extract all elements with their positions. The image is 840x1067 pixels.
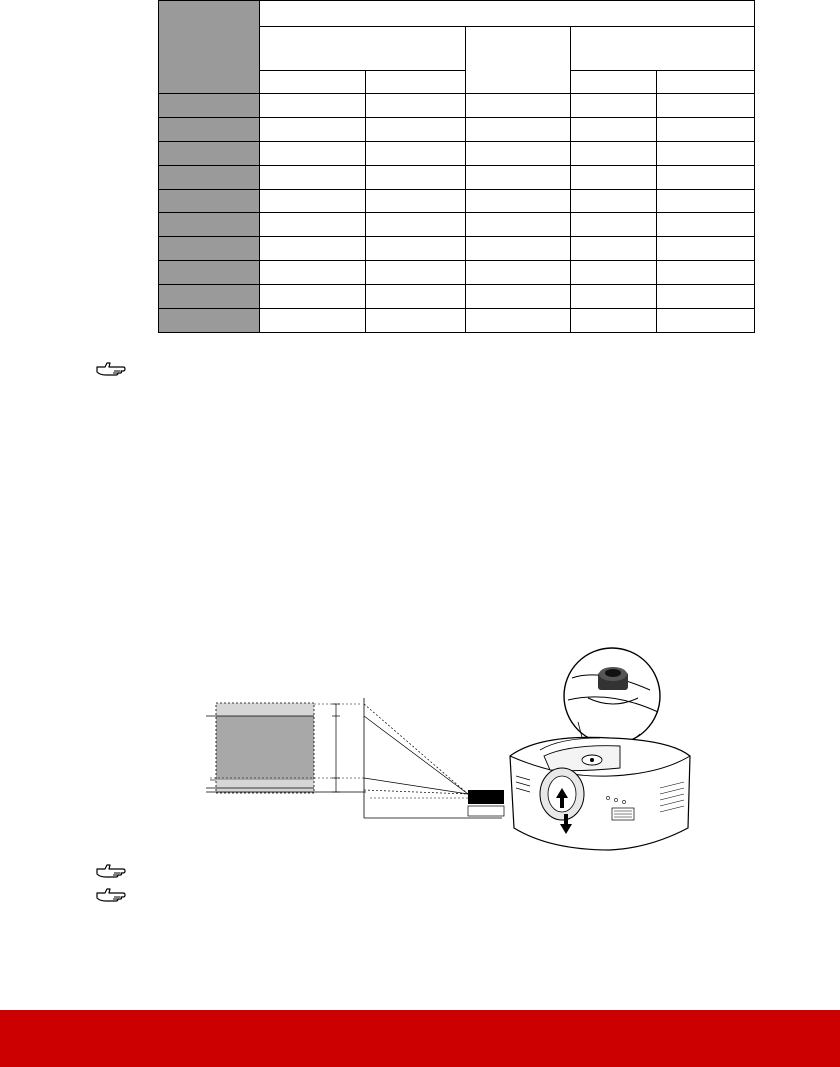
table-cell [260,94,366,118]
hand-note-icon [96,862,126,878]
table-row-header [159,117,260,141]
table-cell [571,309,657,333]
table-cell [260,141,366,165]
table-row-header [159,165,260,189]
table-subgroup-header [466,27,571,94]
table-cell [366,141,466,165]
projector-lens-shift-illustration [500,638,700,854]
table-cell [366,237,466,261]
table-cell [466,141,571,165]
table-row [159,285,755,309]
table-row [159,117,755,141]
table-cell [260,165,366,189]
table-cell [260,261,366,285]
table-row [159,237,755,261]
table-corner-cell [159,1,260,94]
table-cell [571,261,657,285]
table-cell [260,237,366,261]
table-row-header [159,141,260,165]
table-cell [366,94,466,118]
table-cell [571,237,657,261]
table-row [159,261,755,285]
table-cell [260,285,366,309]
table-cell [657,189,755,213]
table-cell [366,285,466,309]
table-header-row [159,1,755,27]
table-cell [366,117,466,141]
table-column-header [260,71,366,94]
table-group-header [260,1,755,27]
projection-spec-table [158,0,755,333]
table-cell [260,309,366,333]
table-cell [466,285,571,309]
projected-image [216,716,314,780]
table-cell [657,237,755,261]
projection-diagram [200,690,510,820]
table-subgroup-header [571,27,755,71]
table-row [159,165,755,189]
table-row-header [159,261,260,285]
table-cell [571,189,657,213]
footer-bar [0,1010,840,1067]
table-cell [657,309,755,333]
table-row-header [159,94,260,118]
zoom-detail-circle [564,648,660,744]
table-cell [366,309,466,333]
table-cell [657,285,755,309]
table-row-header [159,213,260,237]
table-cell [466,94,571,118]
table-cell [260,213,366,237]
projector-icon [468,790,504,804]
table-row-header [159,237,260,261]
hand-note-icon [96,360,126,376]
table-cell [366,165,466,189]
table-subgroup-header [260,27,466,71]
table-row-header [159,285,260,309]
table-cell [366,261,466,285]
table-cell [466,213,571,237]
table-row [159,213,755,237]
table-cell [571,165,657,189]
table-cell [657,117,755,141]
table-row [159,189,755,213]
table-cell [657,261,755,285]
table-cell [571,94,657,118]
table-cell [466,117,571,141]
table-cell [466,261,571,285]
table-cell [571,141,657,165]
table-cell [657,94,755,118]
table-cell [571,117,657,141]
table-cell [366,213,466,237]
table-row [159,141,755,165]
hand-note-icon [96,886,126,902]
table-row-header [159,309,260,333]
table-cell [366,189,466,213]
table-column-header [571,71,657,94]
table-cell [571,285,657,309]
table-row [159,309,755,333]
table-cell [466,237,571,261]
table-cell [260,189,366,213]
table-body [159,94,755,333]
table-cell [466,165,571,189]
table-column-header [657,71,755,94]
table-row-header [159,189,260,213]
table-cell [466,309,571,333]
table-cell [571,213,657,237]
table-row [159,94,755,118]
table-cell [466,189,571,213]
table-cell [657,165,755,189]
table-cell [657,141,755,165]
table-column-header [366,71,466,94]
table-cell [260,117,366,141]
table-cell [657,213,755,237]
